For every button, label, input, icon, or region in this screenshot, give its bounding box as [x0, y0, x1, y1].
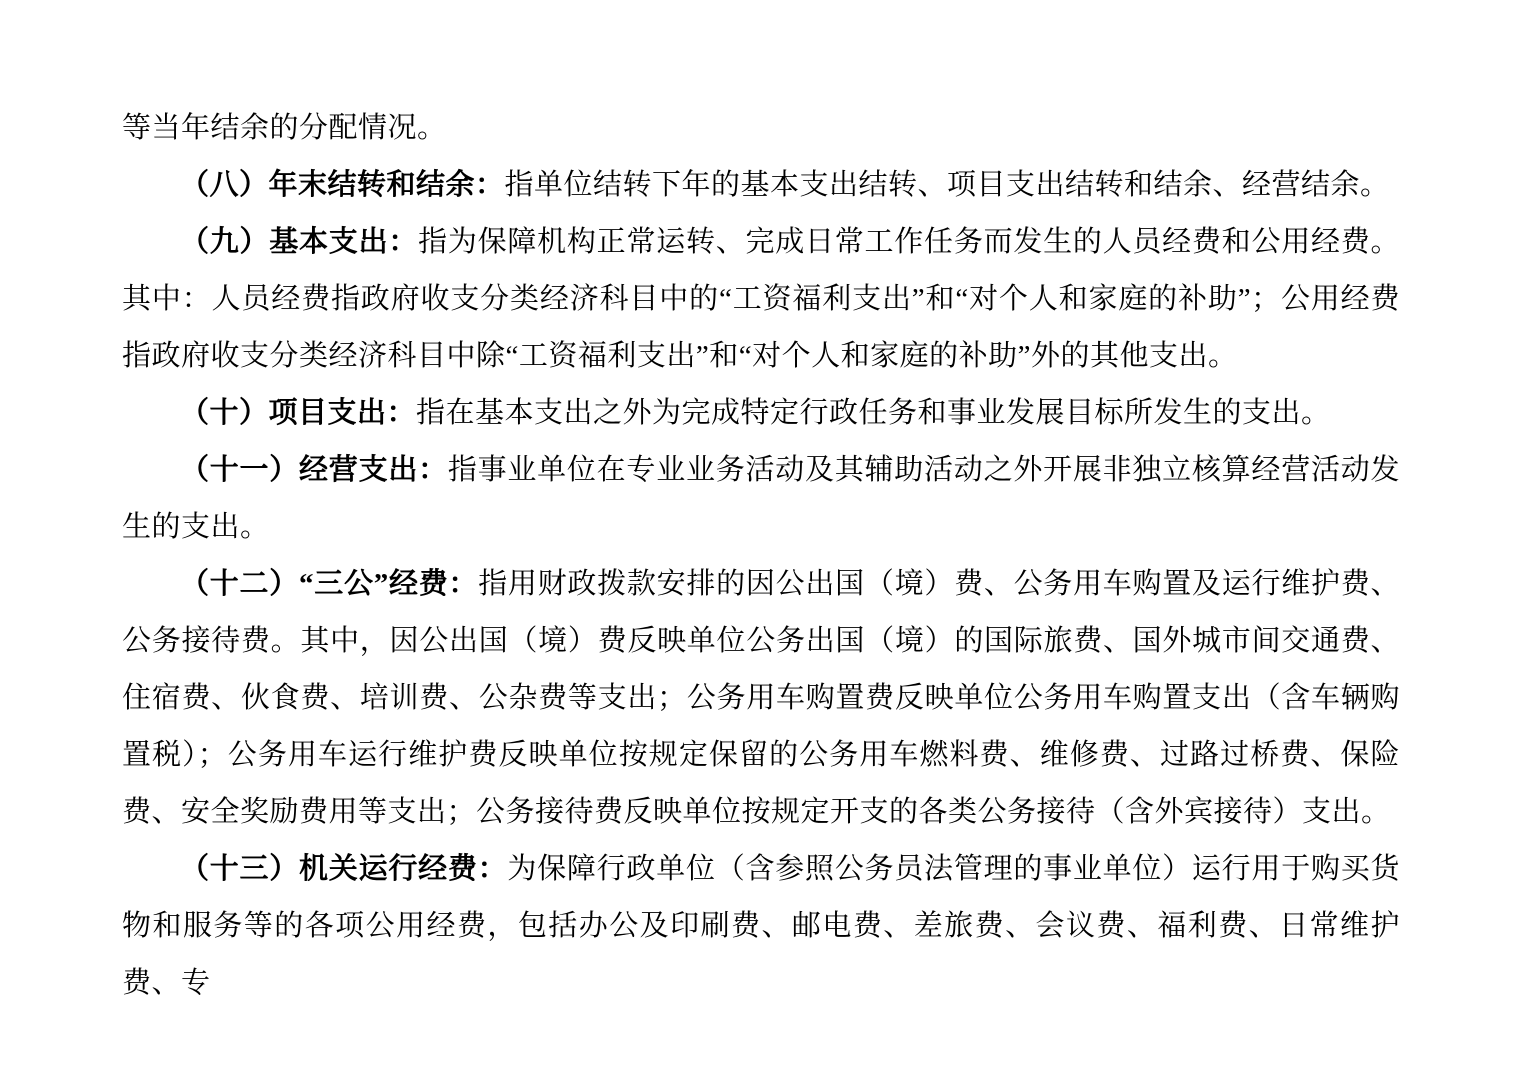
paragraph-lead: （十三）机关运行经费： [180, 853, 508, 885]
paragraph-text: 指单位结转下年的基本支出结转、项目支出结转和结余、经营结余。 [504, 169, 1390, 201]
paragraph [122, 841, 1400, 1012]
paragraph [122, 214, 1400, 385]
paragraph-text: 指用财政拨款安排的因公出国（境）费、公务用车购置及运行维护费、公务接待费。其中，因公出国（境）费反映单位公务出国（境）的国际旅费、国外城市间交通费、住宿费、伙食费、培训费、公杂费等支出；公务用车购置费反映单位公务用车购置支出（含车辆购置税）；公务用车运行维护费反映单位按规定保留的公务用车燃料费、维修费、过路过桥费、保险费、安全奖励费用等支出；公务接待费反映单位按规定开支的各类公务接待（含外宾接待）支出。 [122, 568, 1400, 828]
paragraph-lead: （八）年末结转和结余： [180, 169, 505, 201]
paragraph-text: 指在基本支出之外为完成特定行政任务和事业发展目标所发生的支出。 [416, 397, 1331, 429]
paragraph-lead: （九）基本支出： [180, 226, 419, 258]
paragraph [122, 442, 1400, 556]
paragraph-lead: （十一）经营支出： [180, 454, 448, 486]
paragraph [122, 157, 1400, 214]
paragraph-text: 等当年结余的分配情况。 [122, 112, 447, 144]
paragraph-text: 指为保障机构正常运转、完成日常工作任务而发生的人员经费和公用经费。其中：人员经费指政府收支分类经济科目中的“工资福利支出”和“对个人和家庭的补助”；公用经费指政府收支分类经济科目中除“工资福利支出”和“对个人和家庭的补助”外的其他支出。 [122, 226, 1400, 372]
paragraph [122, 385, 1400, 442]
paragraph-lead: （十二）“三公”经费： [180, 568, 479, 600]
paragraph [122, 556, 1400, 841]
paragraph-lead: （十）项目支出： [180, 397, 417, 429]
paragraph [122, 100, 1400, 157]
document-body [122, 100, 1400, 1012]
paragraph-text: 指事业单位在专业业务活动及其辅助活动之外开展非独立核算经营活动发生的支出。 [122, 454, 1400, 543]
paragraph-text: 为保障行政单位（含参照公务员法管理的事业单位）运行用于购买货物和服务等的各项公用经费，包括办公及印刷费、邮电费、差旅费、会议费、福利费、日常维护费、专 [122, 853, 1400, 999]
